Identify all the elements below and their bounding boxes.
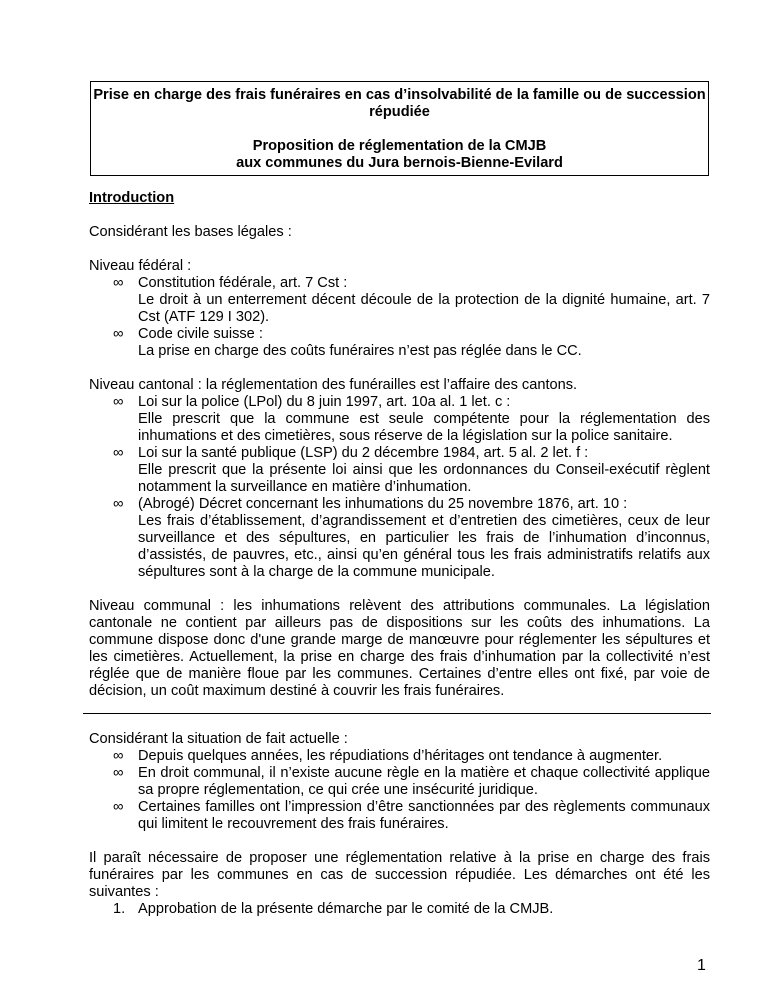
document-page [89, 81, 710, 918]
list-item-head: Constitution fédérale, art. 7 Cst : [138, 275, 348, 291]
list-item-body: Elle prescrit que la commune est seule compétente pour la réglementation des inhumations et des cimetières, sous réserve de la législation sur la police sanitaire. [138, 411, 710, 444]
cantonal-list [89, 394, 710, 581]
list-item-body: La prise en charge des coûts funéraires n’est pas réglée dans le CC. [138, 343, 582, 359]
list-item-body: Le droit à un enterrement décent découle de la protection de la dignité humaine, art. 7 Cst (ATF 129 I 302). [138, 292, 710, 325]
title-line-3: aux communes du Jura bernois-Bienne-Evilard [236, 155, 563, 171]
conclusion-paragraph: Il paraît nécessaire de proposer une réglementation relative à la prise en charge des frais funéraires par les communes en cas de succession répudiée. Les démarches ont été les suivantes : [89, 850, 710, 900]
list-item-head: Loi sur la police (LPol) du 8 juin 1997, art. 10a al. 1 let. c : [138, 394, 511, 410]
list-item [89, 748, 710, 765]
step-text: Approbation de la présente démarche par le comité de la CMJB. [138, 901, 554, 917]
list-item-head: Code civile suisse : [138, 326, 263, 342]
title-line-2: Proposition de réglementation de la CMJB [252, 138, 547, 154]
list-item-head: Loi sur la santé publique (LSP) du 2 décembre 1984, art. 5 al. 2 let. f : [138, 445, 589, 461]
infinity-bullet-icon: ∞ [113, 799, 124, 815]
infinity-bullet-icon: ∞ [113, 394, 124, 410]
list-item-text: En droit communal, il n’existe aucune règle en la matière et chaque collectivité applique sa propre réglementation, ce qui crée une insécurité juridique. [138, 765, 710, 798]
list-item-head: (Abrogé) Décret concernant les inhumations du 25 novembre 1876, art. 10 : [138, 496, 628, 512]
infinity-bullet-icon: ∞ [113, 326, 124, 342]
list-item [89, 326, 710, 360]
list-item-text: Certaines familles ont l’impression d’être sanctionnées par des règlements communaux qui limitent le recouvrement des frais funéraires. [138, 799, 710, 832]
list-item [89, 901, 710, 918]
communal-level-paragraph: Niveau communal : les inhumations relèvent des attributions communales. La législation cantonale ne contient par ailleurs pas de dispositions sur les coûts des inhumations. La commune dispose donc d'une grande marge de manœuvre pour réglementer les sépultures et les cimetières. Actuellement, la prise en charge des frais d’inhumation par la collectivité n’est réglée que de manière floue par les communes. Certaines d’entre elles ont fixé, par voie de décision, un coût maximum destiné à couvrir les frais funéraires. [89, 598, 710, 699]
list-item [89, 275, 710, 326]
page-number: 1 [697, 957, 706, 974]
step-number: 1. [113, 901, 126, 917]
steps-list [89, 901, 710, 918]
federal-list [89, 275, 710, 360]
legal-bases-intro: Considérant les bases légales : [89, 224, 292, 240]
infinity-bullet-icon: ∞ [113, 765, 124, 781]
list-item [89, 799, 710, 833]
federal-level-label: Niveau fédéral : [89, 258, 192, 274]
cantonal-level-label: Niveau cantonal : la réglementation des funérailles est l’affaire des cantons. [89, 377, 578, 393]
horizontal-divider [83, 713, 711, 714]
current-situation-label: Considérant la situation de fait actuelle : [89, 731, 348, 747]
title-line-1: Prise en charge des frais funéraires en cas d’insolvabilité de la famille ou de succession répudiée [93, 87, 706, 120]
infinity-bullet-icon: ∞ [113, 275, 124, 291]
infinity-bullet-icon: ∞ [113, 445, 124, 461]
list-item-body: Elle prescrit que la présente loi ainsi que les ordonnances du Conseil-exécutif règlent notamment la surveillance en matière d’inhumation. [138, 462, 710, 495]
list-item-text: Depuis quelques années, les répudiations d’héritages ont tendance à augmenter. [138, 748, 663, 764]
title-box [90, 81, 709, 176]
situation-list [89, 748, 710, 833]
list-item [89, 394, 710, 445]
infinity-bullet-icon: ∞ [113, 748, 124, 764]
introduction-heading: Introduction [89, 190, 175, 206]
list-item-body: Les frais d’établissement, d’agrandissement et d’entretien des cimetières, ceux de leur surveillance et des sépultures, en particulier les frais de l’inhumation d’inconnus, d’assistés, de pauvres, etc., ainsi qu’en général tous les frais administratifs relatifs aux sépultures sont à la charge de la commune municipale. [138, 513, 710, 580]
list-item [89, 765, 710, 799]
list-item [89, 496, 710, 581]
infinity-bullet-icon: ∞ [113, 496, 124, 512]
list-item [89, 445, 710, 496]
